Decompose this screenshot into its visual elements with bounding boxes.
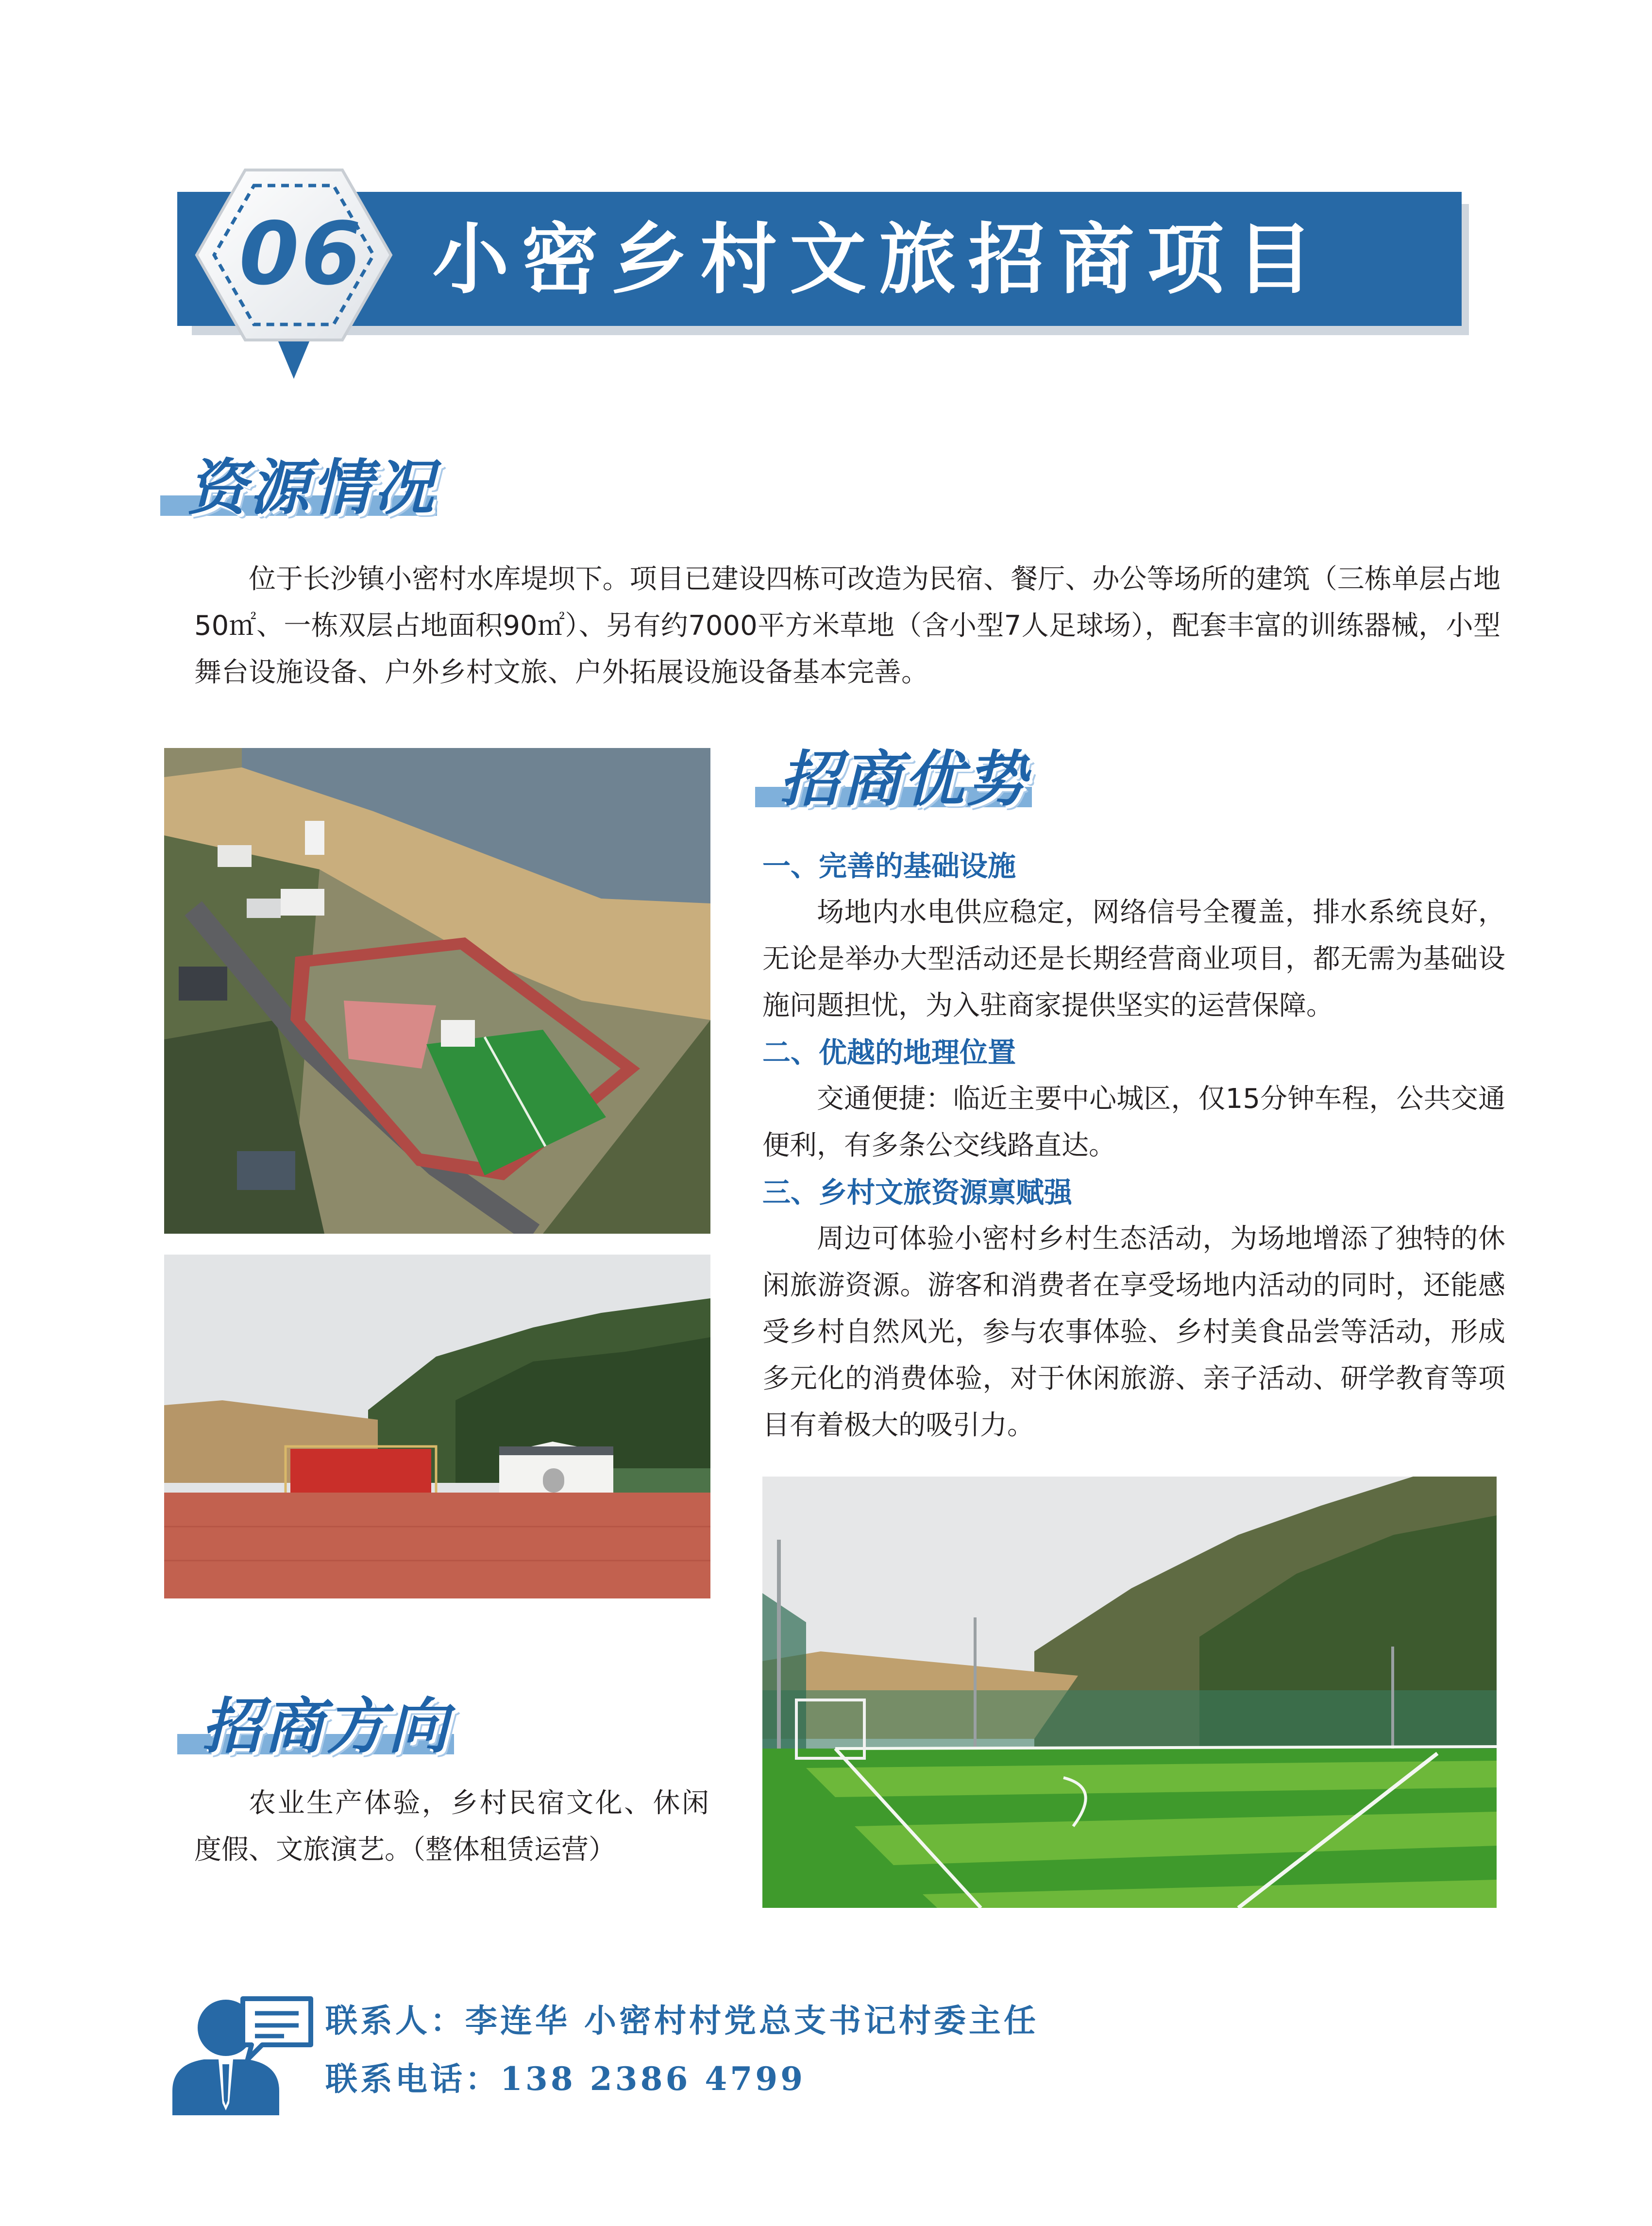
advantage-text: 周边可体验小密村乡村生态活动，为场地增添了独特的休闲旅游资源。游客和消费者在享受场地内活动的同时，还能感受乡村自然风光，参与农事体验、乡村美食品尝等活动，形成多元化的消费体验，对于休闲旅游、亲子活动、研学教育等项目有着极大的吸引力。 [762,1223,1505,1441]
advantage-title: 一、完善的基础设施 [762,850,1016,883]
advantage-text: 场地内水电供应稳定，网络信号全覆盖，排水系统良好，无论是举办大型活动还是长期经营商业项目，都无需为基础设施问题担忧，为入驻商家提供坚实的运营保障。 [762,897,1505,1021]
resources-paragraph: 位于长沙镇小密村水库堤坝下。项目已建设四栋可改造为民宿、餐厅、办公等场所的建筑（三栋单层占地50㎡、一栋双层占地面积90㎡）、另有约7000平方米草地（含小型7人足球场），配套丰富的训练器械，小型舞台设施设备、户外乡村文旅、户外拓展设施设备基本完善。 [194,563,1500,688]
advantages-list [762,843,1505,1449]
advantage-title: 二、优越的地理位置 [762,1036,1016,1069]
direction-paragraph: 农业生产体验，乡村民宿文化、休闲度假、文旅演艺。（整体租赁运营） [194,1787,709,1866]
advantages-heading: 招商优势 [779,745,1028,815]
aerial-photo [164,748,710,1234]
direction-heading: 招商方向 [202,1692,451,1762]
section-number: 06 [239,204,363,304]
plaza-photo [164,1255,710,1598]
resources-heading: 资源情况 [187,453,436,523]
contact-person-icon [170,1991,316,2118]
page-title: 小密乡村文旅招商项目 [432,215,1326,305]
advantage-title: 三、乡村文旅资源禀赋强 [762,1176,1073,1209]
advantage-text: 交通便捷：临近主要中心城区，仅15分钟车程，公共交通便利，有多条公交线路直达。 [762,1083,1505,1161]
speech-bubble-icon [243,1999,311,2059]
contact-phone: 联系电话：138 2386 4799 [325,2060,806,2098]
soccer-field-photo [762,1477,1497,1908]
contact-person: 联系人：李连华 小密村村党总支书记村委主任 [325,2002,1039,2039]
